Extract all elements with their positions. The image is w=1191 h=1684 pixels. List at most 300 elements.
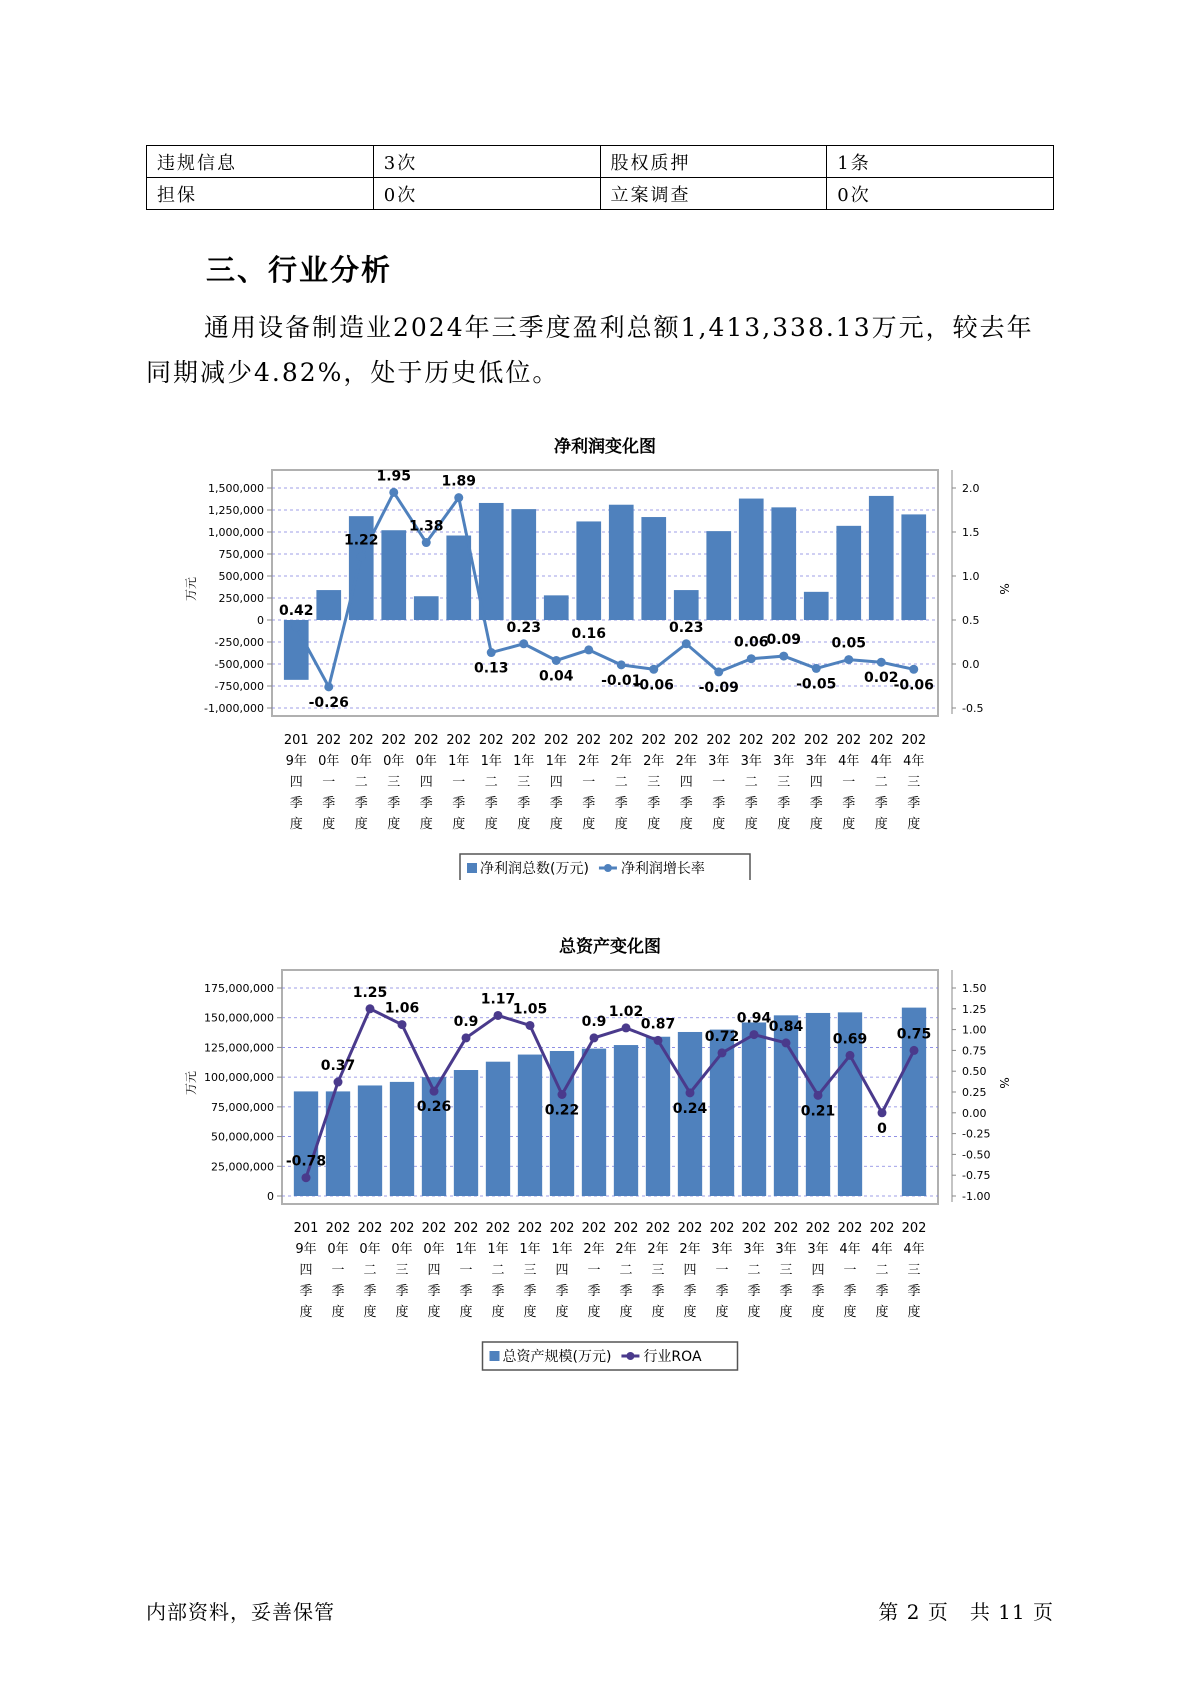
x-tick-label-part: 202 — [773, 1221, 799, 1236]
x-tick-label-part: 度 — [322, 817, 336, 832]
x-tick-label-part: 一 — [712, 775, 726, 790]
footer-confidential-note: 内部资料，妥善保管 — [146, 1600, 335, 1624]
x-tick-label-part: 四 — [427, 1263, 441, 1278]
x-tick-label-part: 度 — [907, 1305, 921, 1320]
legend-line-label: 行业ROA — [643, 1349, 702, 1365]
x-tick-label-part: 度 — [747, 1305, 761, 1320]
x-tick-label-part: 二 — [614, 775, 628, 790]
x-tick-label-part: 季 — [299, 1284, 313, 1299]
x-tick-label-part: 三 — [517, 775, 531, 790]
bar — [446, 536, 471, 620]
data-label: 0.09 — [766, 632, 802, 649]
data-label: 1.89 — [441, 473, 477, 490]
x-tick-label — [422, 1221, 447, 1320]
y2-tick-label: -0.50 — [962, 1148, 991, 1162]
x-tick-label — [742, 1221, 767, 1320]
line-point — [487, 648, 496, 657]
x-tick-label-part: 202 — [677, 1221, 703, 1236]
y-tick-label: 0 — [267, 1190, 274, 1203]
x-tick-label-part: 3年 — [807, 1242, 829, 1257]
line-point — [366, 1004, 375, 1013]
x-tick-label-part: 1年 — [513, 754, 535, 769]
x-tick-label — [678, 1221, 703, 1320]
data-label: 1.38 — [408, 518, 444, 535]
bar — [582, 1049, 606, 1196]
x-tick-label-part: 季 — [747, 1284, 761, 1299]
x-tick-label-part: 度 — [354, 817, 368, 832]
x-tick-label-part: 202 — [478, 733, 504, 748]
x-tick-label — [576, 733, 601, 832]
x-tick-label-part: 季 — [395, 1284, 409, 1299]
bar — [544, 595, 569, 620]
x-tick-label — [454, 1221, 479, 1320]
x-tick-label-part: 季 — [679, 796, 693, 811]
line-point — [590, 1033, 599, 1042]
x-tick-label-part: 二 — [363, 1263, 377, 1278]
x-tick-label — [641, 733, 666, 832]
x-tick-label-part: 度 — [809, 817, 823, 832]
data-label: 0.16 — [571, 625, 607, 642]
x-tick-label — [518, 1221, 543, 1320]
x-tick-label-part: 三 — [651, 1263, 665, 1278]
legend-line-marker — [626, 1352, 634, 1360]
data-label: 1.17 — [480, 991, 516, 1008]
x-tick-label-part: 202 — [511, 733, 537, 748]
x-tick-label-part: 202 — [581, 1221, 607, 1236]
x-tick-label-part: 202 — [485, 1221, 511, 1236]
data-label: 1.06 — [384, 1000, 420, 1017]
data-label: 0.9 — [453, 1013, 479, 1030]
x-tick-label — [901, 733, 926, 832]
bar — [358, 1085, 382, 1196]
x-tick-label — [706, 733, 731, 832]
x-tick-label — [284, 733, 309, 832]
x-tick-label-part: 202 — [803, 733, 829, 748]
chart-title: 总资产变化图 — [559, 937, 661, 957]
x-tick-label-part: 度 — [811, 1305, 825, 1320]
x-tick-label-part: 四 — [549, 775, 563, 790]
data-label: 0.87 — [640, 1016, 676, 1033]
x-tick-label-part: 季 — [582, 796, 596, 811]
table-cell: 0次 — [373, 178, 600, 210]
x-tick-label-part: 202 — [771, 733, 797, 748]
x-tick-label-part: 度 — [517, 817, 531, 832]
bar — [511, 509, 536, 620]
x-tick-label-part: 季 — [354, 796, 368, 811]
x-tick-label-part: 度 — [874, 817, 888, 832]
data-label: 0 — [877, 1120, 887, 1137]
y-tick-label: -500,000 — [214, 658, 264, 671]
x-tick-label-part: 季 — [491, 1284, 505, 1299]
x-tick-label — [710, 1221, 735, 1320]
chart-legend — [483, 1342, 738, 1370]
x-tick-label-part: 1年 — [545, 754, 567, 769]
x-tick-label — [316, 733, 341, 832]
bar — [836, 526, 861, 620]
x-tick-label-part: 度 — [299, 1305, 313, 1320]
x-tick-label — [326, 1221, 351, 1320]
table-cell: 立案调查 — [600, 178, 827, 210]
x-tick-label — [486, 1221, 511, 1320]
x-tick-label-part: 度 — [331, 1305, 345, 1320]
x-tick-label-part: 度 — [619, 1305, 633, 1320]
x-tick-label-part: 二 — [875, 1263, 889, 1278]
x-tick-label — [674, 733, 699, 832]
data-label: 0.04 — [538, 668, 574, 685]
bar — [614, 1045, 638, 1196]
x-tick-label-part: 二 — [874, 775, 888, 790]
x-tick-label-part: 202 — [805, 1221, 831, 1236]
x-tick-label-part: 4年 — [903, 1242, 925, 1257]
line-point — [526, 1021, 535, 1030]
x-tick-label-part: 四 — [419, 775, 433, 790]
y2-tick-label: 1.00 — [962, 1023, 987, 1037]
x-tick-label-part: 202 — [709, 1221, 735, 1236]
x-tick-label-part: 季 — [555, 1284, 569, 1299]
x-tick-label-part: 1年 — [519, 1242, 541, 1257]
x-tick-label-part: 三 — [907, 1263, 921, 1278]
x-tick-label-part: 一 — [715, 1263, 729, 1278]
x-tick-label-part: 0年 — [318, 754, 340, 769]
x-tick-label-part: 度 — [289, 817, 303, 832]
y-tick-label: -750,000 — [214, 680, 264, 693]
x-tick-label-part: 一 — [322, 775, 336, 790]
data-label: -0.06 — [893, 677, 934, 694]
data-label: 0.9 — [581, 1013, 607, 1030]
x-tick-label — [870, 1221, 895, 1320]
line-point — [910, 1046, 919, 1055]
x-tick-label-part: 三 — [387, 775, 401, 790]
x-tick-label-part: 四 — [289, 775, 303, 790]
x-tick-label-part: 二 — [491, 1263, 505, 1278]
line-point — [877, 658, 886, 667]
bar — [869, 496, 894, 620]
x-tick-label-part: 1年 — [480, 754, 502, 769]
x-tick-label-part: 一 — [452, 775, 466, 790]
x-tick-label-part: 一 — [843, 1263, 857, 1278]
line-point — [686, 1088, 695, 1097]
x-tick-label-part: 季 — [331, 1284, 345, 1299]
x-tick-label-part: 四 — [811, 1263, 825, 1278]
x-tick-label-part: 三 — [523, 1263, 537, 1278]
y2-axis-label: % — [997, 583, 1011, 595]
x-tick-label-part: 3年 — [708, 754, 730, 769]
bar — [454, 1070, 478, 1196]
x-tick-label-part: 季 — [523, 1284, 537, 1299]
x-tick-label-part: 0年 — [423, 1242, 445, 1257]
x-tick-label — [804, 733, 829, 832]
x-tick-label-part: 202 — [325, 1221, 351, 1236]
x-tick-label-part: 2年 — [615, 1242, 637, 1257]
x-tick-label-part: 度 — [395, 1305, 409, 1320]
y-axis-label: 万元 — [184, 576, 198, 602]
x-tick-label-part: 二 — [354, 775, 368, 790]
x-tick-label-part: 季 — [484, 796, 498, 811]
line-point — [682, 639, 691, 648]
x-tick-label — [479, 733, 504, 832]
bar — [486, 1062, 510, 1196]
company-info-table — [146, 145, 1054, 210]
footer-page-number: 第 2 页 共 11 页 — [878, 1600, 1054, 1624]
x-tick-label-part: 季 — [874, 796, 888, 811]
y2-tick-label: 1.50 — [962, 982, 987, 995]
line-point — [357, 552, 366, 561]
bar — [316, 590, 341, 620]
x-tick-label-part: 一 — [331, 1263, 345, 1278]
x-tick-label-part: 202 — [738, 733, 764, 748]
line-point — [324, 682, 333, 691]
x-tick-label-part: 度 — [842, 817, 856, 832]
x-tick-label-part: 二 — [744, 775, 758, 790]
data-label: -0.78 — [285, 1153, 327, 1170]
legend-line-label: 净利润增长率 — [620, 861, 705, 877]
x-tick-label-part: 202 — [868, 733, 894, 748]
data-label: 1.25 — [352, 984, 388, 1001]
x-tick-label — [902, 1221, 927, 1320]
x-tick-label-part: 202 — [741, 1221, 767, 1236]
x-tick-label-part: 三 — [907, 775, 921, 790]
x-tick-label-part: 2年 — [643, 754, 665, 769]
x-tick-label-part: 季 — [809, 796, 823, 811]
x-tick-label-part: 2年 — [675, 754, 697, 769]
bar — [641, 517, 666, 620]
y2-tick-label: 0.0 — [962, 658, 980, 671]
x-tick-label-part: 度 — [777, 817, 791, 832]
x-tick-label-part: 度 — [363, 1305, 377, 1320]
bar — [771, 507, 796, 620]
x-tick-label-part: 度 — [907, 817, 921, 832]
x-tick-label-part: 202 — [549, 1221, 575, 1236]
data-label: 0.94 — [736, 1010, 772, 1027]
x-tick-label — [771, 733, 796, 832]
data-label: 0.23 — [506, 619, 542, 636]
x-tick-label-part: 202 — [641, 733, 667, 748]
x-tick-label-part: 度 — [715, 1305, 729, 1320]
y-tick-label: 75,000,000 — [211, 1100, 274, 1114]
line-point — [454, 493, 463, 502]
x-tick-label-part: 度 — [712, 817, 726, 832]
x-tick-label-part: 1年 — [487, 1242, 509, 1257]
x-tick-label-part: 季 — [712, 796, 726, 811]
x-tick-label-part: 四 — [555, 1263, 569, 1278]
x-tick-label-part: 3年 — [711, 1242, 733, 1257]
x-tick-label-part: 0年 — [391, 1242, 413, 1257]
line-point — [814, 1091, 823, 1100]
x-tick-label-part: 度 — [582, 817, 596, 832]
x-tick-label-part: 202 — [706, 733, 732, 748]
x-tick-label-part: 202 — [869, 1221, 895, 1236]
data-label: 0.21 — [800, 1103, 836, 1120]
data-label: 0.02 — [863, 670, 899, 687]
y2-axis-label: % — [997, 1077, 1011, 1089]
x-tick-label-part: 度 — [683, 1305, 697, 1320]
line-point — [494, 1011, 503, 1020]
x-tick-label-part: 度 — [427, 1305, 441, 1320]
x-tick-label-part: 3年 — [740, 754, 762, 769]
line-point — [782, 1038, 791, 1047]
x-tick-label-part: 9年 — [285, 754, 307, 769]
line-point — [519, 639, 528, 648]
x-tick-label-part: 季 — [875, 1284, 889, 1299]
bar — [742, 1022, 766, 1196]
y2-tick-label: 0.75 — [962, 1044, 987, 1058]
line-point — [462, 1033, 471, 1042]
x-tick-label-part: 三 — [779, 1263, 793, 1278]
data-label: -0.09 — [698, 679, 739, 696]
x-tick-label-part: 季 — [842, 796, 856, 811]
x-tick-label-part: 202 — [446, 733, 472, 748]
legend-line-marker — [604, 864, 612, 872]
y-tick-label: 500,000 — [218, 570, 264, 583]
x-tick-label-part: 0年 — [415, 754, 437, 769]
x-tick-label-part: 季 — [517, 796, 531, 811]
data-label: 0.06 — [733, 634, 769, 651]
x-tick-label-part: 度 — [387, 817, 401, 832]
x-tick-label — [550, 1221, 575, 1320]
line-point — [844, 655, 853, 664]
analysis-paragraph: 通用设备制造业2024年三季度盈利总额1,413,338.13万元，较去年同期减少4.82%，处于历史低位。 — [146, 313, 1034, 387]
data-label: 0.23 — [668, 619, 704, 636]
x-tick-label-part: 2年 — [583, 1242, 605, 1257]
x-tick-label — [838, 1221, 863, 1320]
bar — [414, 596, 439, 620]
x-tick-label-part: 1年 — [448, 754, 470, 769]
y-tick-label: 0 — [257, 614, 264, 627]
data-label: 1.22 — [343, 532, 379, 549]
x-tick-label-part: 季 — [811, 1284, 825, 1299]
x-tick-label-part: 202 — [836, 733, 862, 748]
x-tick-label-part: 4年 — [839, 1242, 861, 1257]
line-point — [714, 667, 723, 676]
data-label: 0.42 — [278, 603, 314, 620]
legend-bar-label: 净利润总数(万元) — [480, 861, 589, 877]
x-tick-label-part: 度 — [491, 1305, 505, 1320]
x-tick-label-part: 0年 — [359, 1242, 381, 1257]
y2-tick-label: 1.25 — [962, 1002, 987, 1016]
line-point — [649, 665, 658, 674]
line-point — [779, 652, 788, 661]
x-tick-label-part: 季 — [744, 796, 758, 811]
bar — [804, 592, 829, 620]
x-tick-label-part: 季 — [907, 1284, 921, 1299]
x-tick-label-part: 4年 — [871, 1242, 893, 1257]
x-tick-label-part: 度 — [555, 1305, 569, 1320]
table-cell: 3次 — [373, 146, 600, 178]
x-tick-label-part: 度 — [843, 1305, 857, 1320]
x-tick-label-part: 4年 — [838, 754, 860, 769]
x-tick-label-part: 0年 — [350, 754, 372, 769]
x-tick-label-part: 度 — [452, 817, 466, 832]
x-tick-label — [836, 733, 861, 832]
net-profit-chart-svg — [0, 430, 1191, 880]
x-tick-label-part: 一 — [459, 1263, 473, 1278]
x-tick-label-part: 度 — [614, 817, 628, 832]
x-tick-label-part: 季 — [289, 796, 303, 811]
total-assets-chart-svg — [0, 930, 1191, 1380]
x-tick-label-part: 度 — [679, 817, 693, 832]
line-point — [750, 1030, 759, 1039]
x-tick-label-part: 0年 — [383, 754, 405, 769]
x-tick-label-part: 2年 — [647, 1242, 669, 1257]
x-tick-label-part: 202 — [901, 733, 927, 748]
x-tick-label — [739, 733, 764, 832]
x-tick-label-part: 三 — [647, 775, 661, 790]
net-profit-chart — [0, 430, 1191, 880]
x-tick-label-part: 季 — [907, 796, 921, 811]
line-point — [334, 1078, 343, 1087]
x-tick-label-part: 季 — [427, 1284, 441, 1299]
data-label: -0.06 — [633, 677, 674, 694]
x-tick-label-part: 202 — [543, 733, 569, 748]
x-tick-label-part: 一 — [587, 1263, 601, 1278]
x-tick-label — [414, 733, 439, 832]
y2-tick-label: -0.25 — [962, 1127, 991, 1141]
x-tick-label-part: 202 — [608, 733, 634, 748]
x-tick-label-part: 202 — [348, 733, 374, 748]
chart-title: 净利润变化图 — [554, 437, 656, 457]
x-tick-label-part: 202 — [316, 733, 342, 748]
y-tick-label: 175,000,000 — [204, 982, 274, 995]
x-tick-label-part: 2年 — [578, 754, 600, 769]
legend-bar-swatch — [467, 863, 477, 873]
line-point — [552, 656, 561, 665]
x-tick-label-part: 度 — [779, 1305, 793, 1320]
line-point — [584, 645, 593, 654]
x-tick-label-part: 2年 — [679, 1242, 701, 1257]
line-point — [812, 664, 821, 673]
y-tick-label: 100,000,000 — [204, 1071, 274, 1085]
x-tick-label-part: 201 — [293, 1221, 319, 1236]
y-tick-label: -1,000,000 — [204, 702, 264, 715]
x-tick-label-part: 202 — [381, 733, 407, 748]
x-tick-label-part: 季 — [683, 1284, 697, 1299]
x-tick-label-part: 3年 — [775, 1242, 797, 1257]
data-label: -0.05 — [796, 676, 837, 693]
data-label: 1.05 — [512, 1001, 548, 1018]
legend-bar-label: 总资产规模(万元) — [502, 1349, 612, 1365]
data-label: 0.84 — [768, 1018, 804, 1035]
legend-bar-swatch — [490, 1351, 500, 1361]
x-tick-label — [869, 733, 894, 832]
line-point — [389, 488, 398, 497]
x-tick-label — [614, 1221, 639, 1320]
x-tick-label-part: 202 — [389, 1221, 415, 1236]
x-tick-label-part: 1年 — [551, 1242, 573, 1257]
y2-tick-label: 0.5 — [962, 614, 980, 627]
data-label: 0.37 — [320, 1058, 356, 1075]
bar — [674, 590, 699, 620]
x-tick-label-part: 度 — [549, 817, 563, 832]
x-tick-label-part: 201 — [283, 733, 309, 748]
table-row — [147, 146, 1054, 178]
y2-tick-label: 0.50 — [962, 1065, 987, 1079]
y2-tick-label: 0.00 — [962, 1106, 987, 1120]
y2-tick-label: -1.00 — [962, 1190, 991, 1203]
x-tick-label — [806, 1221, 831, 1320]
y2-tick-label: -0.75 — [962, 1169, 991, 1183]
section-title: 三、行业分析 — [206, 253, 393, 287]
total-assets-chart — [0, 930, 1191, 1380]
x-tick-label-part: 3年 — [773, 754, 795, 769]
x-tick-label-part: 度 — [419, 817, 433, 832]
line-point — [878, 1108, 887, 1117]
bar — [706, 531, 731, 620]
x-tick-label-part: 度 — [875, 1305, 889, 1320]
y-tick-label: 1,500,000 — [208, 482, 264, 495]
data-label: -0.01 — [601, 672, 642, 689]
x-tick-label-part: 季 — [777, 796, 791, 811]
bar — [576, 521, 601, 620]
